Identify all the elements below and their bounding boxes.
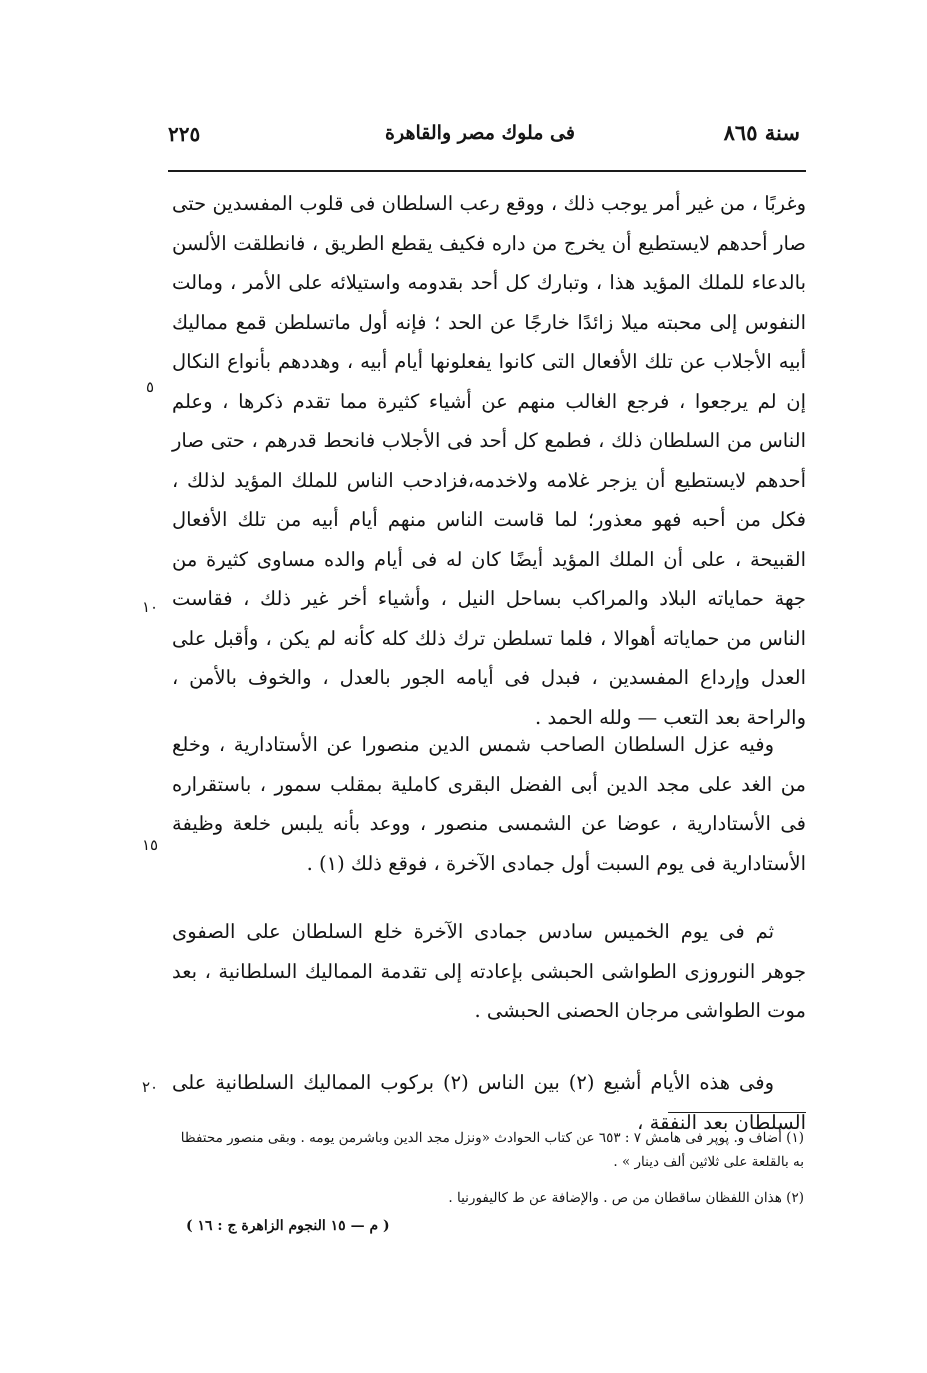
paragraph-text: ثم فى يوم الخميس سادس جمادى الآخرة خلع السلطان على الصفوى جوهر النوروزى الطواشى الحبشى بإعادته إلى تقدمة المماليك السلطانية ، بعد موت الطواشى مرجان الحصنى الحبشى . — [172, 920, 806, 1022]
line-number-5: ٥ — [145, 378, 155, 396]
paragraph-3 — [172, 912, 806, 1031]
footnote-2 — [170, 1186, 804, 1210]
running-head-title: فى ملوك مصر والقاهرة — [385, 122, 575, 144]
footnote-text: (٢) هذان اللفظان ساقطان من ص . والإضافة عن ط كاليفورنيا . — [448, 1190, 804, 1206]
footnote-rule — [668, 1112, 806, 1113]
paragraph-text: وغربًا ، من غير أمر يوجب ذلك ، ووقع رعب السلطان فى قلوب المفسدين حتى صار أحدهم لايستطيع أن يخرج من داره فكيف يقطع الطريق ، فانطلقت الألسن بالدعاء للملك المؤيد هذا ، وتبارك كل أحد بقدومه واستيلائه على الأمر ، ومالت النفوس إلى محبته ميلا زائدًا خارجًا عن الحد ؛ فإنه أول ماتسلطن قمع مماليك أبيه الأجلاب عن تلك الأفعال التى كانوا يفعلونها أيام أبيه ، وهددهم بأنواع النكال إن لم يرجعوا ، فرجع الغالب منهم عن أشياء كثيرة مما تقدم ذكرها ، وعلم الناس من السلطان ذلك ، فطمع كل أحد فى الأجلاب فانحط قدرهم ، حتى صار أحدهم لايستطيع أن يزجر غلامه ولاخدمه،فزادحب الناس للملك المؤيد لذلك ، فكل من أحبه فهو معذور؛ لما قاست الناس منهم أيام أبيه من تلك الأفعال القبيحة ، على أن الملك المؤيد أيضًا كان له فى أيام والده مساوى كثيرة من جهة حماياته البلاد والمراكب بساحل النيل ، وأشياء أخر غير ذلك ، فقاست الناس من حماياته أهوالا ، فلما تسلطن ترك ذلك كله كأنه لم يكن ، وأقبل على العدل وإرداع المفسدين ، فبدل فى أيامه الجور بالعدل ، والخوف بالأمن ، والراحة بعد التعب — ولله الحمد . — [172, 192, 806, 729]
page-number: ٢٢٥ — [168, 122, 201, 146]
paragraph-text: وفيه عزل السلطان الصاحب شمس الدين منصورا عن الأستادارية ، وخلع من الغد على مجد الدين أبى الفضل البقرى كاملية بمقلب سمور ، باستقراره فى الأستادارية ، عوضا عن الشمسى منصور ، ووعد بأنه يلبس خلعة وظيفة الأستادارية فى يوم السبت أول جمادى الآخرة ، فوقع ذلك (١) . — [172, 733, 806, 875]
line-number-15: ١٥ — [141, 836, 159, 854]
running-head-year: سنة ٨٦٥ — [723, 120, 800, 145]
line-number-10: ١٠ — [141, 598, 159, 616]
paragraph-1 — [172, 184, 806, 737]
running-header — [160, 120, 800, 160]
footnote-text: (١) أضاف و. پوپر فى هامش ٧ : ٦٥٣ عن كتاب الحوادث «ونزل مجد الدين وباشرمن يومه . وبقى منصور محتفظا به بالقلعة على ثلاثين ألف دينار » . — [180, 1130, 804, 1170]
signature-mark: ( م — ١٥ النجوم الزاهرة ج : ١٦ ) — [186, 1218, 390, 1234]
line-number-20: ٢٠ — [141, 1078, 159, 1096]
header-rule — [168, 170, 806, 172]
paragraph-2 — [172, 725, 806, 883]
paragraph-text: وفى هذه الأيام أشيع (٢) بين الناس (٢) بركوب المماليك السلطانية على السلطان بعد النفقة ، — [172, 1071, 806, 1134]
footnote-1 — [170, 1126, 804, 1174]
